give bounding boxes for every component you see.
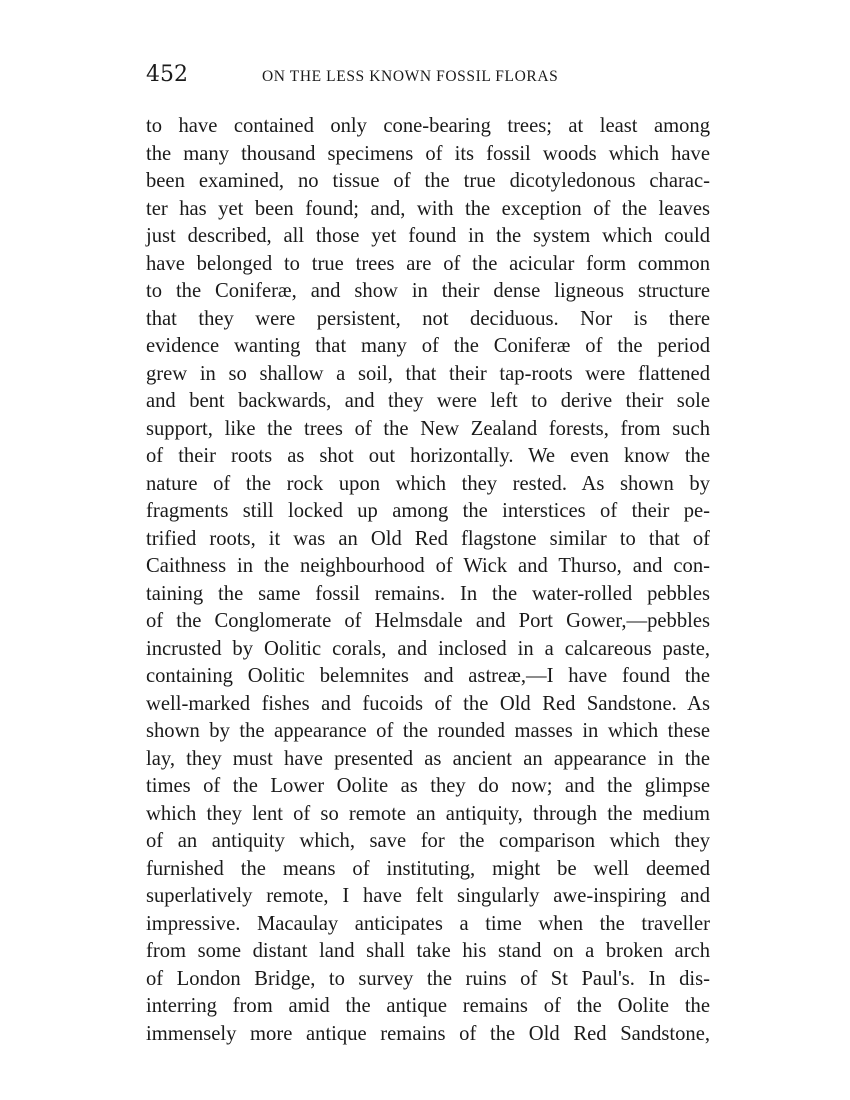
text-line: fragments still locked up among the interstices of their pe-: [146, 500, 710, 522]
text-line: interring from amid the antique remains of the Oolite the: [146, 995, 710, 1017]
text-line: to the Coniferæ, and show in their dense ligneous structure: [146, 280, 710, 302]
text-line: immensely more antique remains of the Old Red Sandstone,: [146, 1022, 710, 1045]
text-line: Caithness in the neighbourhood of Wick and Thurso, and con-: [146, 555, 710, 577]
text-line: well-marked fishes and fucoids of the Old Red Sandstone. As: [146, 692, 710, 715]
text-line: incrusted by Oolitic corals, and inclosed in a calcareous paste,: [146, 637, 710, 660]
text-line: of an antiquity which, save for the comparison which they: [146, 830, 710, 852]
text-line: support, like the trees of the New Zealand forests, from such: [146, 417, 710, 440]
text-line: and bent backwards, and they were left to derive their sole: [146, 390, 710, 412]
text-line: evidence wanting that many of the Coniferæ of the period: [146, 335, 710, 357]
running-head-title: ON THE LESS KNOWN FOSSIL FLORAS: [262, 68, 559, 85]
text-line: trified roots, it was an Old Red flagstone similar to that of: [146, 527, 710, 550]
text-line: impressive. Macaulay anticipates a time when the traveller: [146, 912, 710, 935]
text-line: of the Conglomerate of Helmsdale and Port Gower,—pebbles: [146, 610, 710, 632]
text-line: taining the same fossil remains. In the water-rolled pebbles: [146, 582, 710, 605]
body-text: [146, 113, 710, 1048]
text-line: superlatively remote, I have felt singularly awe-inspiring and: [146, 885, 710, 907]
text-line: times of the Lower Oolite as they do now; and the glimpse: [146, 775, 710, 797]
text-line: of their roots as shot out horizontally. We even know the: [146, 445, 710, 467]
text-line: lay, they must have presented as ancient an appearance in the: [146, 747, 710, 770]
text-line: just described, all those yet found in the system which could: [146, 225, 710, 247]
running-head: [146, 60, 710, 90]
text-line: to have contained only cone-bearing trees; at least among: [146, 115, 710, 137]
text-line: containing Oolitic belemnites and astreæ,—I have found the: [146, 665, 710, 687]
text-line: the many thousand specimens of its fossil woods which have: [146, 142, 710, 165]
text-line: of London Bridge, to survey the ruins of St Paul's. In dis-: [146, 967, 710, 990]
text-line: which they lent of so remote an antiquity, through the medium: [146, 802, 710, 825]
text-line: shown by the appearance of the rounded masses in which these: [146, 720, 710, 742]
text-line: grew in so shallow a soil, that their tap-roots were flattened: [146, 362, 710, 385]
text-line: ter has yet been found; and, with the exception of the leaves: [146, 197, 710, 220]
text-line: furnished the means of instituting, might be well deemed: [146, 857, 710, 880]
text-line: that they were persistent, not deciduous. Nor is there: [146, 307, 710, 330]
text-line: been examined, no tissue of the true dicotyledonous charac-: [146, 170, 710, 192]
page-number: 452: [146, 62, 188, 87]
text-line: have belonged to true trees are of the acicular form common: [146, 252, 710, 275]
text-line: nature of the rock upon which they rested. As shown by: [146, 472, 710, 495]
text-line: from some distant land shall take his stand on a broken arch: [146, 940, 710, 962]
